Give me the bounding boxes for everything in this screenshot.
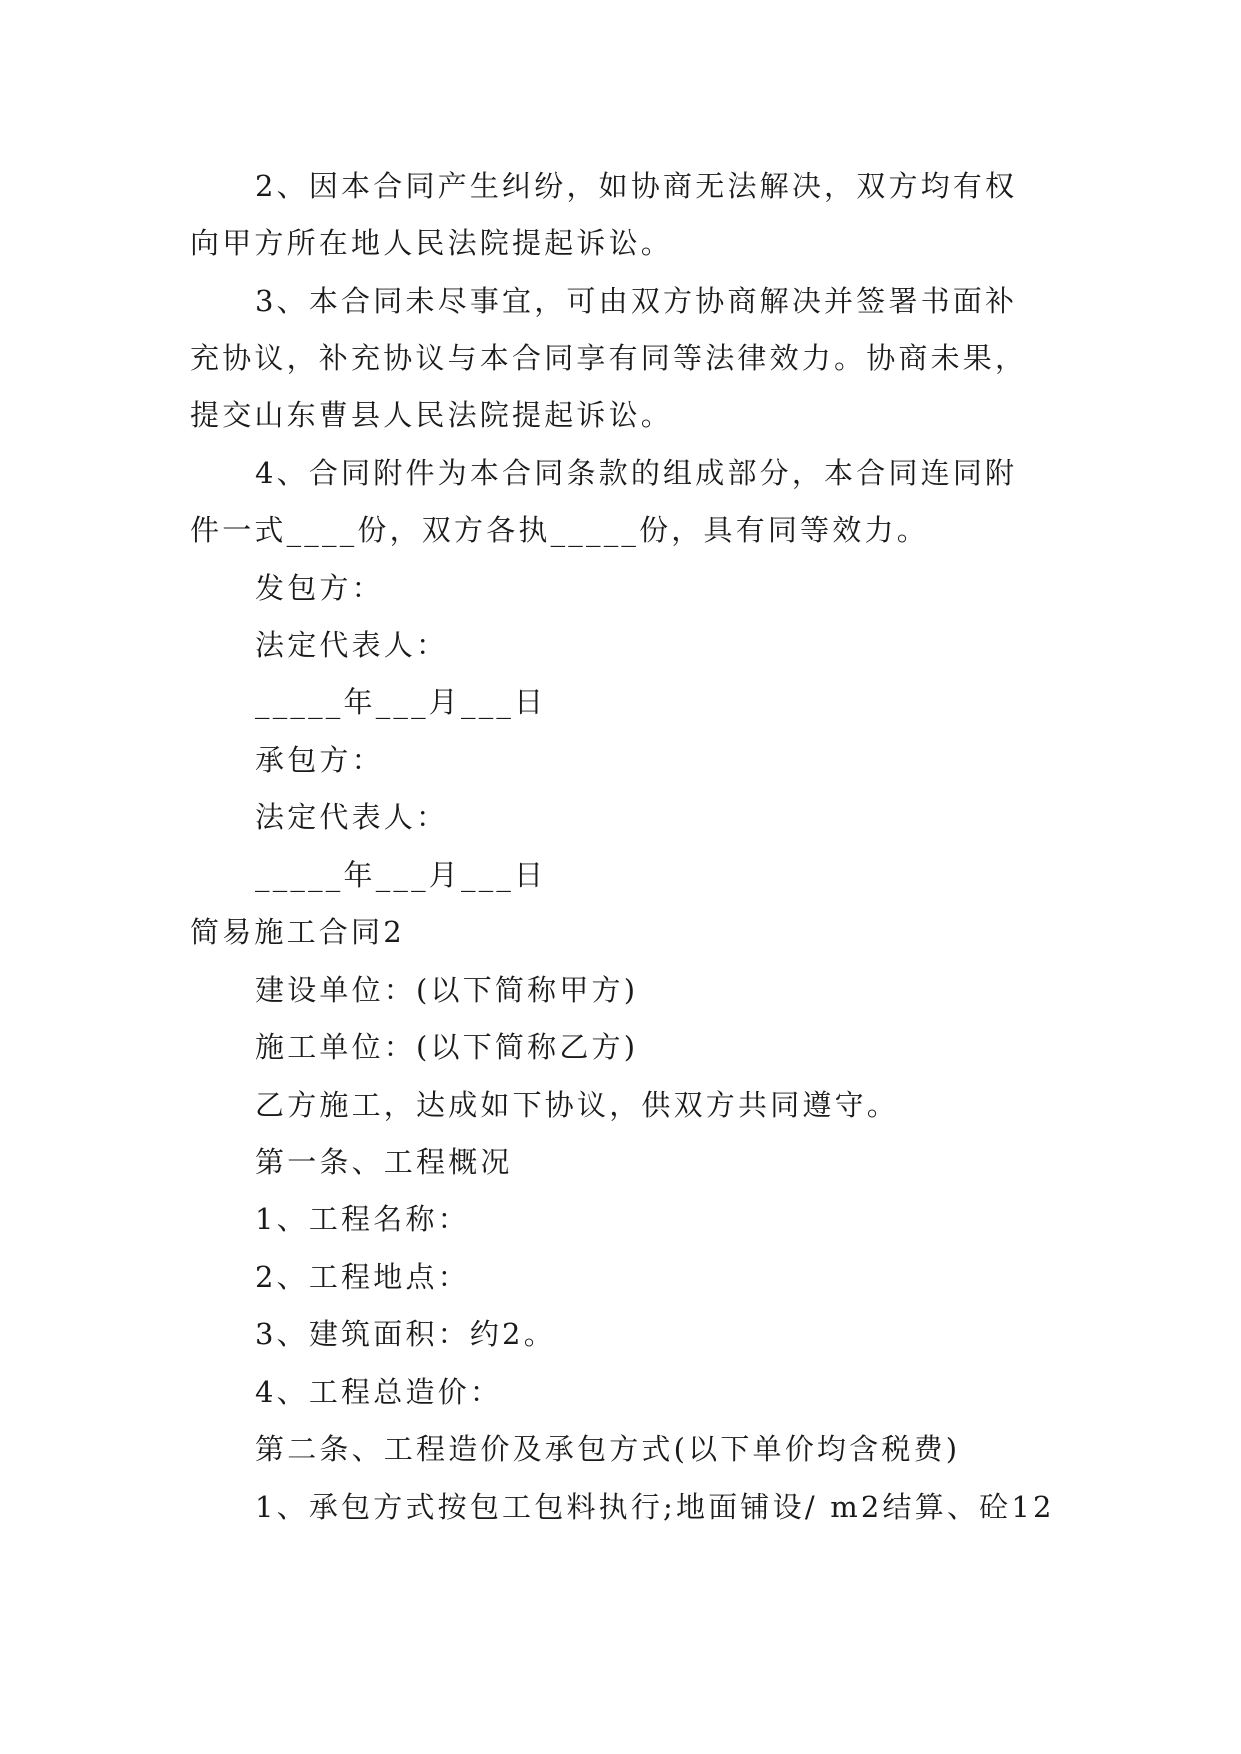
paragraph-line: 2、因本合同产生纠纷，如协商无法解决，双方均有权 [255, 169, 1018, 203]
paragraph-line: 4、合同附件为本合同条款的组成部分，本合同连同附 [255, 456, 1018, 490]
paragraph-line: 1、承包方式按包工包料执行;地面铺设/ m2结算、砼12 [255, 1490, 1055, 1524]
paragraph-line: 向甲方所在地人民法院提起诉讼。 [190, 226, 674, 260]
paragraph-line: 乙方施工，达成如下协议，供双方共同遵守。 [255, 1088, 900, 1122]
paragraph-line: 2、工程地点： [255, 1260, 470, 1294]
paragraph-line: 建设单位：(以下简称甲方) [255, 973, 639, 1007]
date-line: _____年___月___日 [255, 685, 547, 719]
article-heading: 第二条、工程造价及承包方式(以下单价均含税费) [255, 1432, 961, 1466]
section-title: 简易施工合同2 [190, 915, 405, 949]
paragraph-line: 提交山东曹县人民法院提起诉讼。 [190, 398, 674, 432]
paragraph-line: 件一式____份，双方各执_____份，具有同等效力。 [190, 513, 929, 547]
paragraph-line: 3、本合同未尽事宜，可由双方协商解决并签署书面补 [255, 284, 1018, 318]
signature-label: 法定代表人： [255, 628, 449, 662]
paragraph-line: 施工单位：(以下简称乙方) [255, 1030, 639, 1064]
paragraph-line: 充协议，补充协议与本合同享有同等法律效力。协商未果， [190, 341, 1028, 375]
paragraph-line: 4、工程总造价： [255, 1375, 503, 1409]
paragraph-line: 1、工程名称： [255, 1202, 470, 1236]
paragraph-line: 3、建筑面积：约2。 [255, 1317, 556, 1351]
signature-label: 承包方： [255, 743, 384, 777]
signature-label: 法定代表人： [255, 800, 449, 834]
article-heading: 第一条、工程概况 [255, 1145, 513, 1179]
date-line: _____年___月___日 [255, 858, 547, 892]
signature-label: 发包方： [255, 571, 384, 605]
